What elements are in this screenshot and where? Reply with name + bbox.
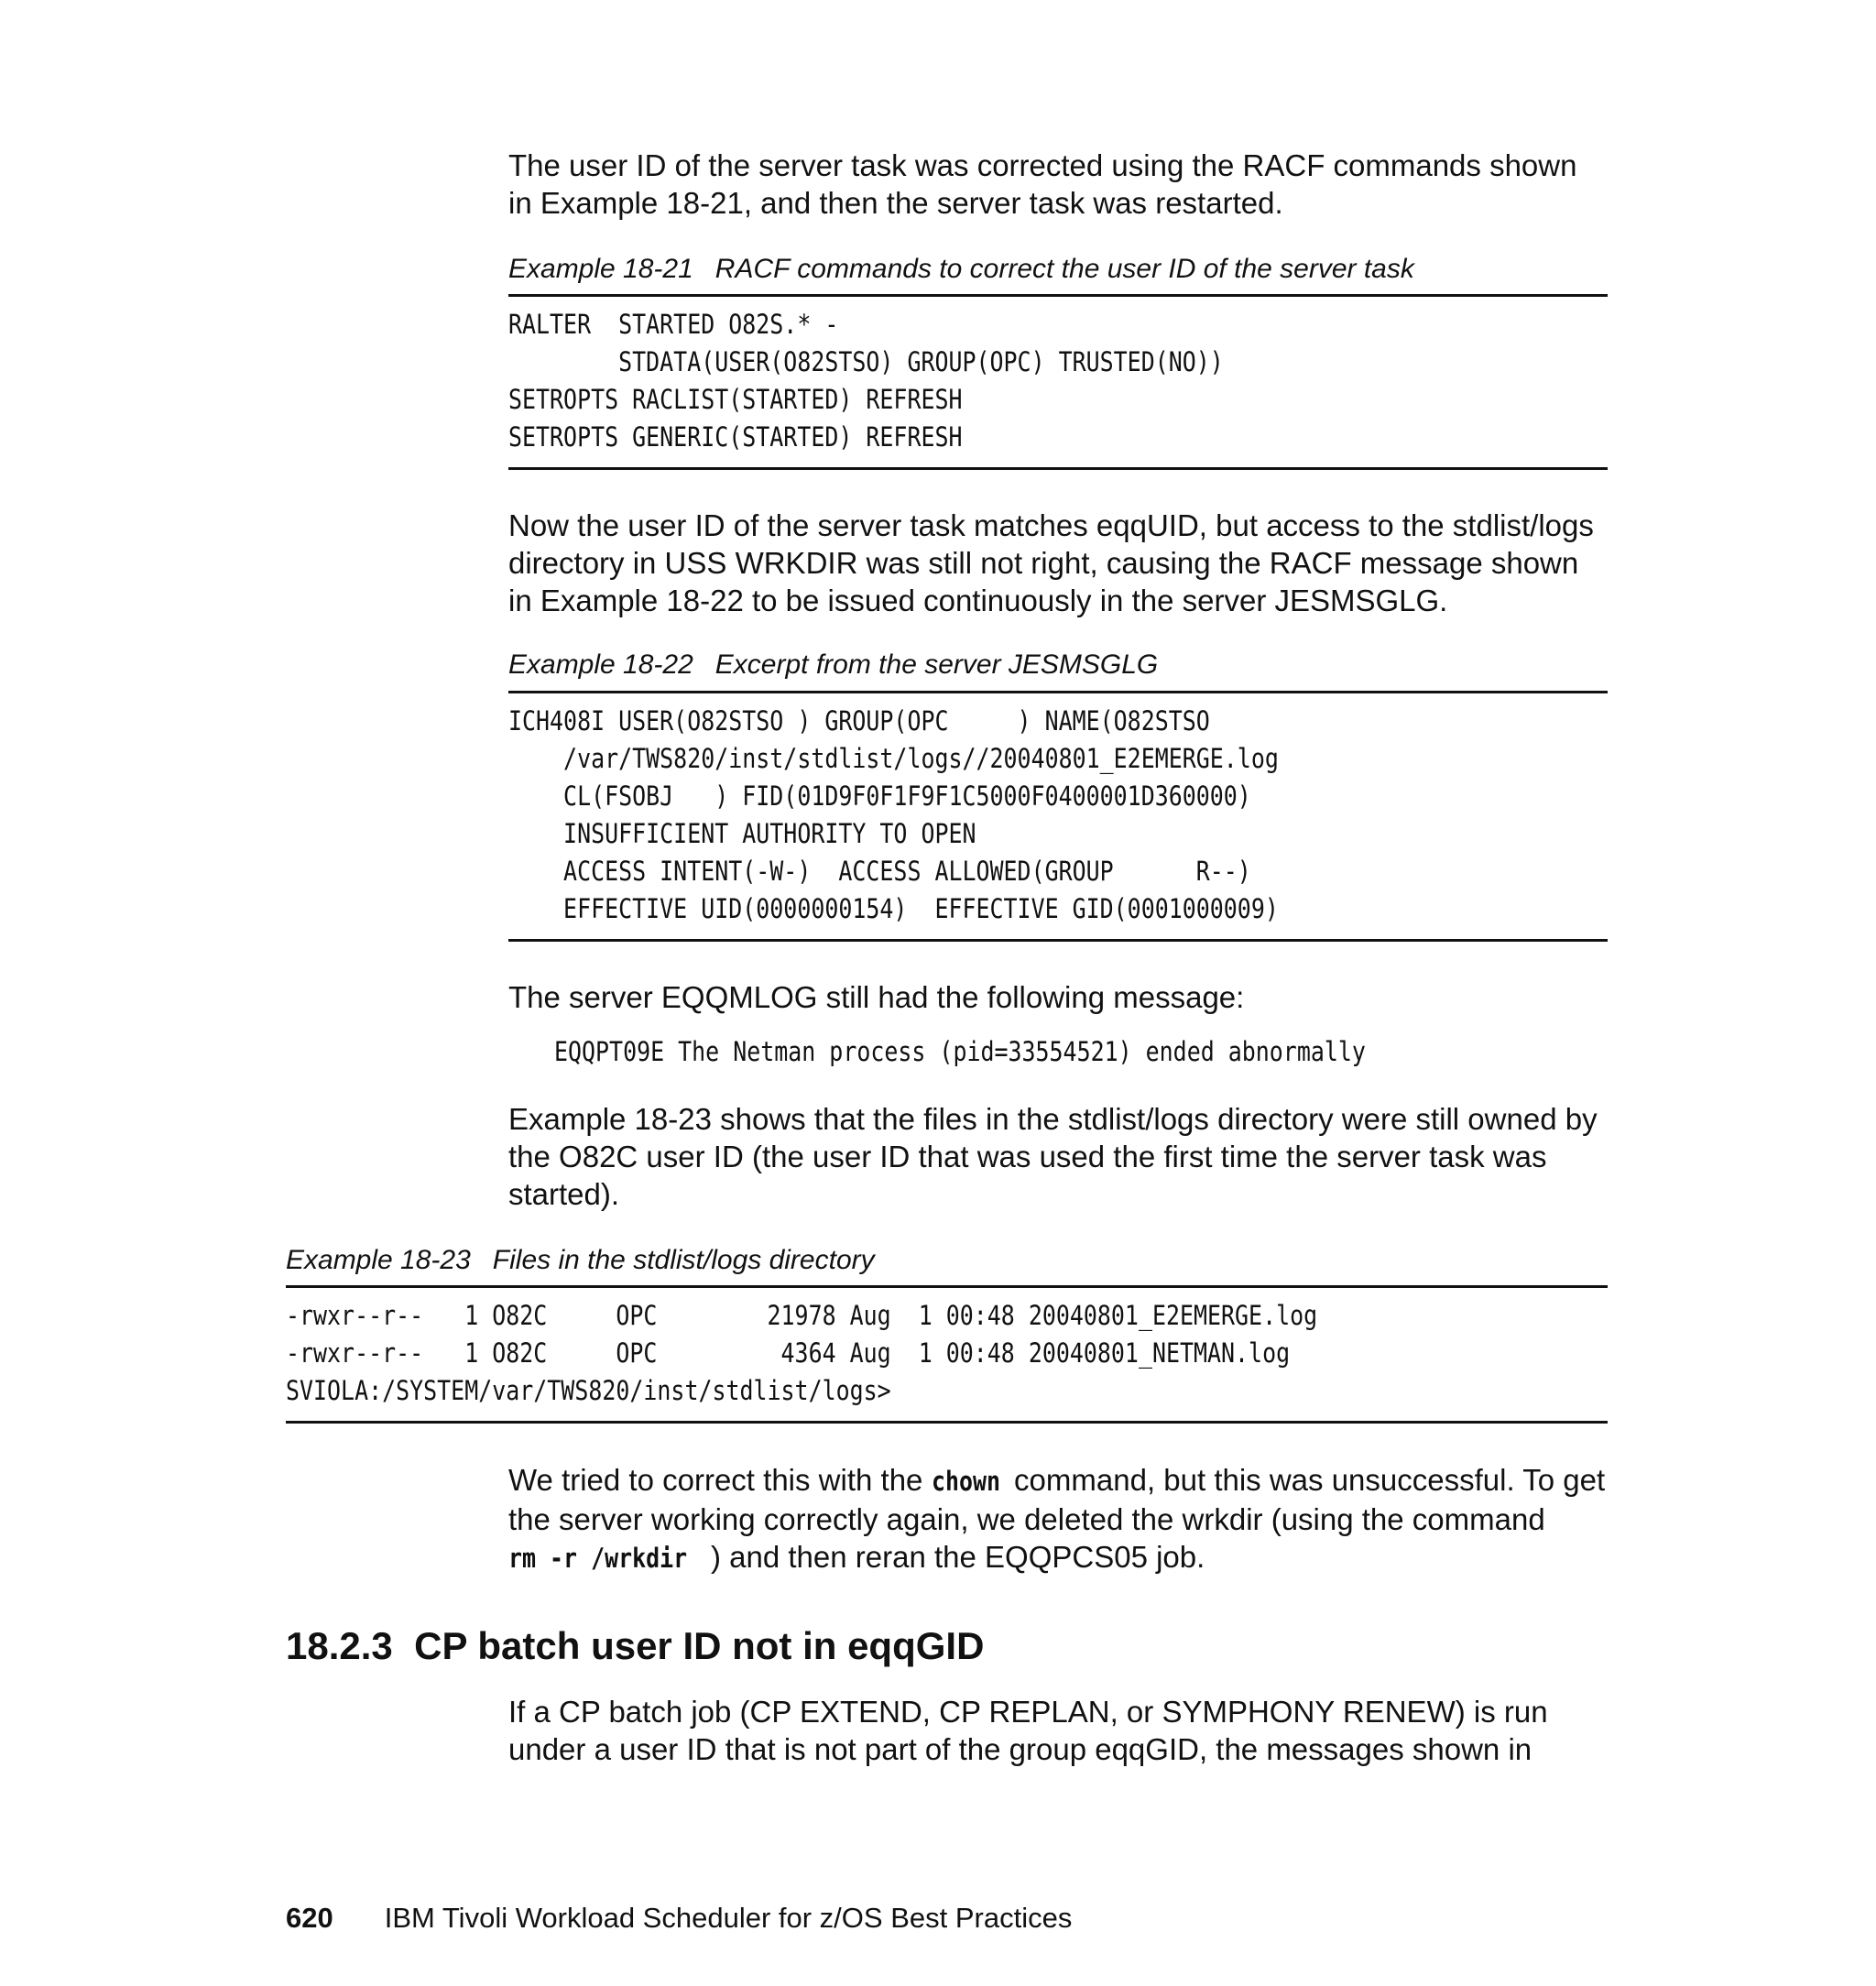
book-title: IBM Tivoli Workload Scheduler for z/OS Best Practices	[384, 1902, 1073, 1934]
paragraph-files-owned: Example 18-23 shows that the files in the stdlist/logs directory were still owned by the O82C user ID (the user ID that was used the first time the server task was started).	[508, 1102, 1598, 1211]
example-title: RACF commands to correct the user ID of the server task	[714, 254, 1414, 284]
paragraph-access-issue: Now the user ID of the server task matches eqqUID, but access to the stdlist/logs directory in USS WRKDIR was still not right, causing the RACF message shown in Example 18-22 to be issued continuously in the server JESMSGLG.	[508, 508, 1594, 617]
inline-command-chown: chown	[931, 1466, 1000, 1497]
section-number: 18.2.3	[286, 1624, 393, 1667]
example-18-23-code-block	[286, 1285, 1608, 1424]
racf-commands-code: RALTER STARTED O82S.* - STDATA(USER(O82STSO) GROUP(OPC) TRUSTED(NO)) SETROPTS RACLIST(STARTED) REFRESH SETROPTS GENERIC(STARTED) REFRESH	[508, 309, 1224, 453]
example-18-21-caption	[508, 253, 1414, 286]
example-label: Example 18-21	[508, 254, 693, 284]
example-18-21-code-block	[508, 294, 1608, 470]
paragraph-cp-batch: If a CP batch job (CP EXTEND, CP REPLAN, or SYMPHONY RENEW) is run under a user ID that is not part of the group eqqGID, the messages shown in	[508, 1695, 1548, 1766]
inline-command-rm: rm -r /wrkdir	[508, 1543, 688, 1574]
example-18-22-caption	[508, 649, 1158, 682]
section-title: CP batch user ID not in eqqGID	[414, 1624, 985, 1667]
eqqmlog-message: EQQPT09E The Netman process (pid=33554521) ended abnormally	[554, 1036, 1366, 1067]
paragraph-racf-correction: The user ID of the server task was corrected using the RACF commands shown in Example 18-21, and then the server task was restarted.	[508, 148, 1577, 220]
jesmsglg-excerpt-code: ICH408I USER(O82STSO ) GROUP(OPC ) NAME(O82STSO /var/TWS820/inst/stdlist/logs//20040801_E2EMERGE.log CL(FSOBJ ) FID(01D9F0F1F9F1C5000F0400001D360000) INSUFFICIENT AUTHORITY TO OPEN ACCESS INTENT(-W-) ACCESS ALLOWED(GROUP R--) EFFECTIVE UID(0000000154) EFFECTIVE GID(0001000009)	[508, 705, 1279, 924]
example-18-23-caption	[286, 1244, 875, 1277]
example-label: Example 18-23	[286, 1245, 471, 1275]
text-segment: command, but this was unsuccessful. To get the server working correctly again, we deleted the wrkdir (using the command	[508, 1463, 1606, 1536]
example-title: Excerpt from the server JESMSGLG	[714, 649, 1159, 680]
example-label: Example 18-22	[508, 649, 693, 680]
paragraph-chown-attempt	[508, 1461, 1608, 1577]
text-segment: ) and then reran the EQQPCS05 job.	[710, 1540, 1205, 1574]
text-segment: We tried to correct this with the	[508, 1463, 932, 1497]
page-number: 620	[286, 1902, 333, 1934]
example-18-22-code-block	[508, 691, 1608, 942]
page-footer	[286, 1901, 1072, 1936]
example-title: Files in the stdlist/logs directory	[492, 1245, 875, 1275]
section-heading	[286, 1623, 984, 1669]
directory-listing-code: -rwxr--r-- 1 O82C OPC 21978 Aug 1 00:48 20040801_E2EMERGE.log -rwxr--r-- 1 O82C OPC 4364 Aug 1 00:48 20040801_NETMAN.log SVIOLA:/SYSTEM/var/TWS820/inst/stdlist/logs>	[286, 1300, 1318, 1406]
paragraph-eqqmlog-intro: The server EQQMLOG still had the following message:	[508, 980, 1245, 1014]
